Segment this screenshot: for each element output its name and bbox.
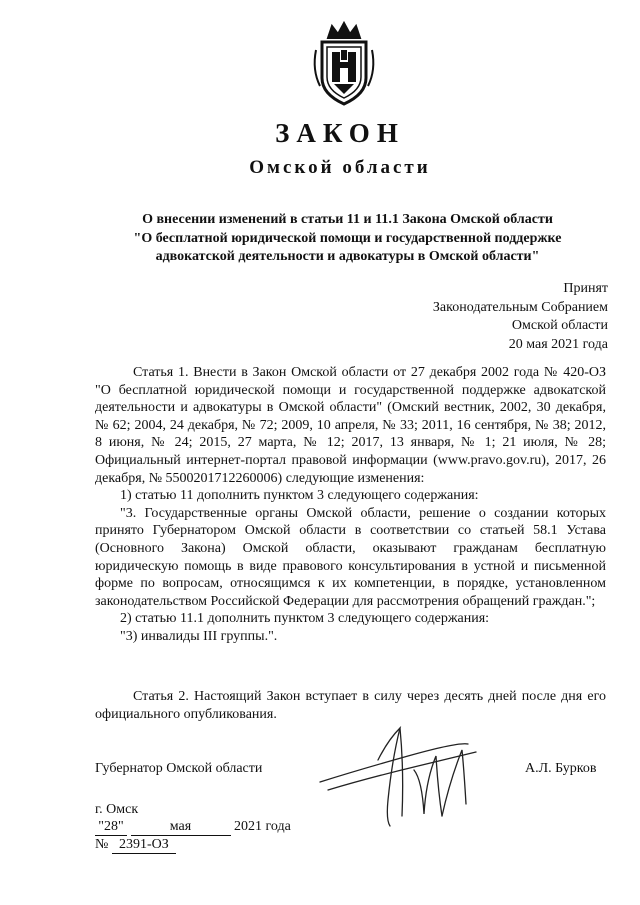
place-date-number (95, 801, 291, 854)
adoption-date: 20 мая 2021 года (508, 336, 608, 352)
quote-close: " (118, 819, 124, 834)
article-2 (95, 688, 606, 723)
date-month: мая (131, 818, 231, 836)
city: г. Омск (95, 802, 139, 817)
article-2-text: Статья 2. Настоящий Закон вступает в силу через десять дней после дня его официального опубликования. (95, 689, 606, 722)
adoption-line: Принят (563, 281, 608, 296)
law-name (110, 211, 585, 267)
article-1-item-2-text: "3) инвалиды III группы.". (120, 628, 278, 644)
quote-open: " (98, 819, 104, 834)
number-prefix: № (95, 837, 109, 852)
law-name-line: "О бесплатной юридической помощи и государственной поддержке (133, 230, 562, 246)
article-1 (95, 364, 606, 646)
signing-date (95, 818, 291, 836)
law-name-line: О внесении изменений в статьи 11 и 11.1 Закона Омской области (142, 212, 553, 227)
date-year: 2021 года (234, 819, 291, 834)
signatory-name: А.Л. Бурков (525, 761, 597, 776)
law-name-line: адвокатской деятельности и адвокатуры в Омской области" (155, 249, 540, 264)
article-1-item-1-text: "3. Государственные органы Омской области, решение о создании которых принято Губернатором Омской области в соответствии со статьей 58.1 Устава (Основного Закона) Омской области, оказывают гражданам бесплатную юридическую помощь в виде правового консультирования в устной и письменной форме по вопросам, относящимся к их компетенции, в порядке, установленном законодательством Российской Федерации для рассмотрения обращений граждан."; (95, 505, 606, 609)
omsk-coat-of-arms-icon (310, 20, 378, 108)
article-1-item-2: 2) статью 11.1 дополнить пунктом 3 следующего содержания: (120, 611, 490, 627)
adoption-line: Омской области (511, 318, 608, 333)
article-1-intro: Статья 1. Внести в Закон Омской области от 27 декабря 2002 года № 420-ОЗ "О бесплатной юридической помощи и государственной поддержке адвокатской деятельности и адвокатуры в Омской области" (Омский вестник, 2002, 30 декабря, № 62; 2004, 24 декабря, № 72; 2009, 10 апреля, № 33; 2011, 16 сентября, № 38; 2012, 8 июня, № 24; 2015, 27 марта, № 12; 2017, 13 января, № 1; 21 июля, № 28; Официальный интернет-портал правовой информации (www.pravo.gov.ru), 2017, 26 декабря, № 5500201712260006) следующие изменения: (95, 365, 606, 486)
article-1-item-1: 1) статью 11 дополнить пунктом 3 следующего содержания: (120, 488, 479, 504)
adoption-block (433, 280, 608, 354)
number-value: 2391-ОЗ (112, 836, 176, 854)
handwritten-signature (318, 720, 478, 830)
document-subtitle: Омской области (249, 157, 431, 178)
date-day-field (95, 818, 127, 836)
date-day: 28 (104, 819, 118, 834)
adoption-line: Законодательным Собранием (432, 299, 608, 315)
signatory-position: Губернатор Омской области (95, 761, 263, 776)
law-number (95, 836, 291, 854)
document-title: ЗАКОН (275, 118, 405, 148)
